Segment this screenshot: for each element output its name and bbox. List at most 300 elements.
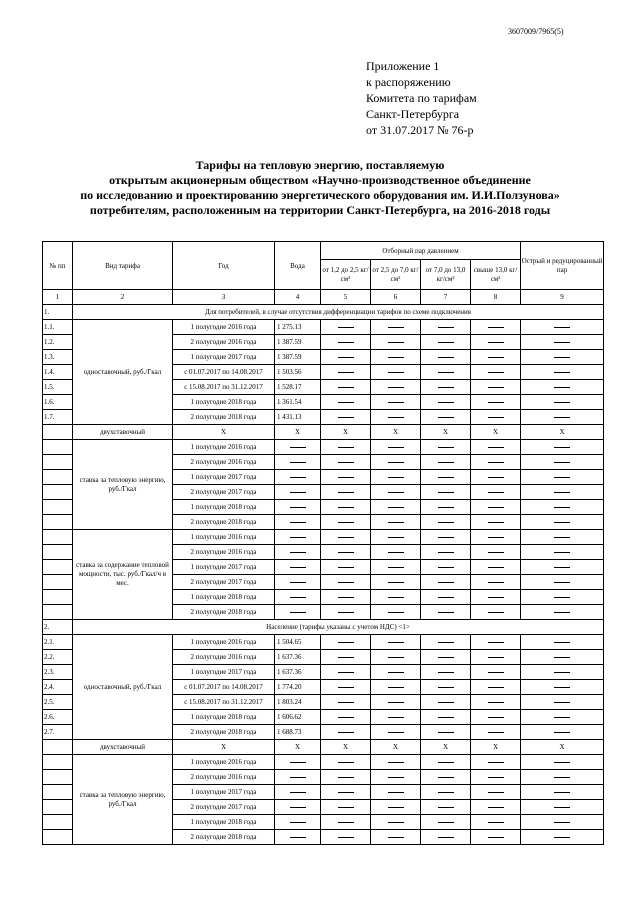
dash-mark <box>290 477 306 478</box>
empty-value-cell <box>321 395 371 410</box>
empty-value-cell <box>521 560 604 575</box>
dash-mark <box>554 552 570 553</box>
x-mark-cell: X <box>421 740 471 755</box>
dash-mark <box>388 732 404 733</box>
empty-value-cell <box>521 590 604 605</box>
dash-mark <box>388 807 404 808</box>
dash-mark <box>488 792 504 793</box>
dash-mark <box>338 327 354 328</box>
water-value-cell: 1 431.13 <box>275 410 321 425</box>
row-number <box>43 515 73 530</box>
empty-value-cell <box>321 560 371 575</box>
empty-value-cell <box>371 785 421 800</box>
dash-mark <box>554 357 570 358</box>
period-cell: 2 полугодие 2018 года <box>173 725 275 740</box>
dash-mark <box>554 582 570 583</box>
empty-value-cell <box>421 785 471 800</box>
period-cell: 2 полугодие 2018 года <box>173 410 275 425</box>
dash-mark <box>388 702 404 703</box>
empty-value-cell <box>275 455 321 470</box>
empty-value-cell <box>275 470 321 485</box>
empty-value-cell <box>421 680 471 695</box>
row-number <box>43 500 73 515</box>
document-number: 3607009/7965(5) <box>508 27 564 36</box>
dash-mark <box>554 327 570 328</box>
appendix-line: Комитета по тарифам <box>366 91 477 105</box>
header-water: Вода <box>275 242 321 290</box>
row-number: 2.2. <box>43 650 73 665</box>
x-mark-cell: X <box>321 740 371 755</box>
dash-mark <box>338 402 354 403</box>
empty-value-cell <box>471 380 521 395</box>
dash-mark <box>554 537 570 538</box>
water-value-cell: 1 504.65 <box>275 635 321 650</box>
dash-mark <box>388 507 404 508</box>
period-cell: 1 полугодие 2018 года <box>173 590 275 605</box>
empty-value-cell <box>321 485 371 500</box>
column-number: 1 <box>43 290 73 305</box>
dash-mark <box>388 762 404 763</box>
empty-value-cell <box>421 485 471 500</box>
period-cell: 1 полугодие 2017 года <box>173 785 275 800</box>
empty-value-cell <box>321 785 371 800</box>
dash-mark <box>554 402 570 403</box>
row-number: 2.5. <box>43 695 73 710</box>
dash-mark <box>488 477 504 478</box>
empty-value-cell <box>421 665 471 680</box>
empty-value-cell <box>421 440 471 455</box>
period-cell: 1 полугодие 2016 года <box>173 440 275 455</box>
empty-value-cell <box>421 560 471 575</box>
dash-mark <box>388 837 404 838</box>
empty-value-cell <box>471 695 521 710</box>
period-cell: с 15.08.2017 по 31.12.2017 <box>173 695 275 710</box>
period-cell: 2 полугодие 2018 года <box>173 605 275 620</box>
dash-mark <box>554 522 570 523</box>
empty-value-cell <box>421 545 471 560</box>
empty-value-cell <box>521 485 604 500</box>
dash-mark <box>338 702 354 703</box>
dash-mark <box>438 492 454 493</box>
empty-value-cell <box>371 485 421 500</box>
empty-value-cell <box>321 350 371 365</box>
column-number: 6 <box>371 290 421 305</box>
two-part-tariff-label: двухставочный <box>73 425 173 440</box>
empty-value-cell <box>521 605 604 620</box>
empty-value-cell <box>275 440 321 455</box>
dash-mark <box>438 357 454 358</box>
period-cell: 2 полугодие 2017 года <box>173 575 275 590</box>
dash-mark <box>388 597 404 598</box>
row-number <box>43 485 73 500</box>
column-number: 5 <box>321 290 371 305</box>
empty-value-cell <box>421 800 471 815</box>
dash-mark <box>388 327 404 328</box>
dash-mark <box>554 387 570 388</box>
dash-mark <box>488 492 504 493</box>
dash-mark <box>554 567 570 568</box>
empty-value-cell <box>421 695 471 710</box>
dash-mark <box>388 342 404 343</box>
empty-value-cell <box>521 575 604 590</box>
dash-mark <box>388 477 404 478</box>
x-mark-cell: X <box>371 740 421 755</box>
period-cell: 2 полугодие 2018 года <box>173 515 275 530</box>
empty-value-cell <box>371 680 421 695</box>
period-cell: 2 полугодие 2016 года <box>173 455 275 470</box>
dash-mark <box>338 342 354 343</box>
dash-mark <box>438 387 454 388</box>
empty-value-cell <box>275 800 321 815</box>
x-mark-cell: X <box>421 425 471 440</box>
empty-value-cell <box>521 815 604 830</box>
row-number <box>43 575 73 590</box>
dash-mark <box>388 417 404 418</box>
document-title <box>40 158 600 218</box>
section-number: 2. <box>43 620 73 635</box>
empty-value-cell <box>371 725 421 740</box>
dash-mark <box>488 537 504 538</box>
empty-value-cell <box>371 695 421 710</box>
dash-mark <box>554 342 570 343</box>
row-number: 1.3. <box>43 350 73 365</box>
dash-mark <box>290 777 306 778</box>
x-mark-cell: X <box>371 425 421 440</box>
table-body <box>43 305 604 845</box>
dash-mark <box>338 807 354 808</box>
empty-value-cell <box>275 515 321 530</box>
appendix-line: Санкт-Петербурга <box>366 107 460 121</box>
empty-value-cell <box>371 470 421 485</box>
dash-mark <box>290 522 306 523</box>
dash-mark <box>338 792 354 793</box>
empty-value-cell <box>471 455 521 470</box>
period-cell: с 01.07.2017 по 14.08.2017 <box>173 365 275 380</box>
table-row <box>43 530 604 545</box>
table-row <box>43 320 604 335</box>
column-number: 2 <box>73 290 173 305</box>
dash-mark <box>438 522 454 523</box>
dash-mark <box>488 687 504 688</box>
section-title: Население (тарифы указаны с учетом НДС) <1> <box>73 620 604 635</box>
period-cell: 2 полугодие 2016 года <box>173 545 275 560</box>
dash-mark <box>554 657 570 658</box>
dash-mark <box>554 507 570 508</box>
period-cell: 1 полугодие 2018 года <box>173 500 275 515</box>
dash-mark <box>438 567 454 568</box>
water-value-cell: 1 361.54 <box>275 395 321 410</box>
empty-value-cell <box>321 635 371 650</box>
dash-mark <box>338 417 354 418</box>
empty-value-cell <box>371 770 421 785</box>
dash-mark <box>438 342 454 343</box>
empty-value-cell <box>371 830 421 845</box>
dash-mark <box>388 612 404 613</box>
dash-mark <box>338 507 354 508</box>
dash-mark <box>438 582 454 583</box>
dash-mark <box>438 837 454 838</box>
row-number <box>43 800 73 815</box>
dash-mark <box>438 372 454 373</box>
empty-value-cell <box>471 320 521 335</box>
empty-value-cell <box>371 710 421 725</box>
empty-value-cell <box>275 785 321 800</box>
dash-mark <box>338 687 354 688</box>
x-mark-cell: X <box>321 425 371 440</box>
period-cell: 2 полугодие 2016 года <box>173 770 275 785</box>
empty-value-cell <box>275 770 321 785</box>
empty-value-cell <box>471 710 521 725</box>
empty-value-cell <box>321 500 371 515</box>
empty-value-cell <box>521 455 604 470</box>
empty-value-cell <box>371 365 421 380</box>
dash-mark <box>488 582 504 583</box>
empty-value-cell <box>371 350 421 365</box>
dash-mark <box>338 537 354 538</box>
energy-rate-label: ставка за тепловую энергию, руб./Гкал <box>73 440 173 530</box>
empty-value-cell <box>321 545 371 560</box>
header-pressure-3: от 7,0 до 13,0 кг/см² <box>421 260 471 290</box>
empty-value-cell <box>521 470 604 485</box>
row-number <box>43 605 73 620</box>
empty-value-cell <box>421 500 471 515</box>
empty-value-cell <box>471 485 521 500</box>
dash-mark <box>388 402 404 403</box>
empty-value-cell <box>321 440 371 455</box>
dash-mark <box>388 552 404 553</box>
empty-value-cell <box>521 410 604 425</box>
empty-value-cell <box>471 440 521 455</box>
period-cell: 1 полугодие 2016 года <box>173 320 275 335</box>
row-number: 1.4. <box>43 365 73 380</box>
dash-mark <box>338 717 354 718</box>
dash-mark <box>554 687 570 688</box>
column-number: 7 <box>421 290 471 305</box>
empty-value-cell <box>371 755 421 770</box>
water-value-cell: 1 688.73 <box>275 725 321 740</box>
period-cell: 1 полугодие 2016 года <box>173 635 275 650</box>
dash-mark <box>488 807 504 808</box>
period-cell: 2 полугодие 2018 года <box>173 830 275 845</box>
period-cell: 2 полугодие 2017 года <box>173 485 275 500</box>
dash-mark <box>388 657 404 658</box>
empty-value-cell <box>321 815 371 830</box>
empty-value-cell <box>521 530 604 545</box>
x-mark-cell: X <box>275 740 321 755</box>
header-year: Год <box>173 242 275 290</box>
empty-value-cell <box>275 545 321 560</box>
empty-value-cell <box>371 455 421 470</box>
dash-mark <box>290 507 306 508</box>
period-cell: 2 полугодие 2016 года <box>173 335 275 350</box>
empty-value-cell <box>275 830 321 845</box>
empty-value-cell <box>521 710 604 725</box>
empty-value-cell <box>521 545 604 560</box>
empty-value-cell <box>371 320 421 335</box>
row-number: 2.7. <box>43 725 73 740</box>
empty-value-cell <box>321 335 371 350</box>
dash-mark <box>488 507 504 508</box>
empty-value-cell <box>521 785 604 800</box>
period-cell: 1 полугодие 2017 года <box>173 560 275 575</box>
dash-mark <box>338 552 354 553</box>
empty-value-cell <box>321 650 371 665</box>
dash-mark <box>338 732 354 733</box>
empty-value-cell <box>371 575 421 590</box>
column-number: 8 <box>471 290 521 305</box>
dash-mark <box>488 672 504 673</box>
empty-value-cell <box>521 650 604 665</box>
water-value-cell: 1 387.59 <box>275 335 321 350</box>
x-mark-cell: X <box>471 740 521 755</box>
table-row <box>43 440 604 455</box>
empty-value-cell <box>371 515 421 530</box>
dash-mark <box>338 522 354 523</box>
dash-mark <box>338 582 354 583</box>
dash-mark <box>290 837 306 838</box>
dash-mark <box>488 327 504 328</box>
dash-mark <box>290 462 306 463</box>
dash-mark <box>488 357 504 358</box>
dash-mark <box>554 642 570 643</box>
empty-value-cell <box>521 440 604 455</box>
empty-value-cell <box>421 815 471 830</box>
section-header-row <box>43 305 604 320</box>
water-value-cell: 1 803.24 <box>275 695 321 710</box>
empty-value-cell <box>275 500 321 515</box>
dash-mark <box>554 762 570 763</box>
empty-value-cell <box>471 575 521 590</box>
header-pressure-1: от 1,2 до 2,5 кг/см² <box>321 260 371 290</box>
empty-value-cell <box>471 635 521 650</box>
empty-value-cell <box>521 770 604 785</box>
row-number <box>43 740 73 755</box>
dash-mark <box>488 342 504 343</box>
dash-mark <box>488 522 504 523</box>
empty-value-cell <box>421 470 471 485</box>
dash-mark <box>488 597 504 598</box>
dash-mark <box>338 492 354 493</box>
dash-mark <box>554 837 570 838</box>
period-cell: 1 полугодие 2016 года <box>173 755 275 770</box>
empty-value-cell <box>421 455 471 470</box>
empty-value-cell <box>321 515 371 530</box>
row-number: 1.7. <box>43 410 73 425</box>
empty-value-cell <box>371 815 421 830</box>
dash-mark <box>438 702 454 703</box>
dash-mark <box>554 702 570 703</box>
empty-value-cell <box>321 755 371 770</box>
column-number: 4 <box>275 290 321 305</box>
dash-mark <box>438 447 454 448</box>
empty-value-cell <box>371 500 421 515</box>
row-number <box>43 455 73 470</box>
water-value-cell: 1 637.36 <box>275 650 321 665</box>
dash-mark <box>554 372 570 373</box>
dash-mark <box>438 687 454 688</box>
dash-mark <box>554 777 570 778</box>
x-mark-cell: X <box>275 425 321 440</box>
dash-mark <box>438 402 454 403</box>
empty-value-cell <box>371 530 421 545</box>
dash-mark <box>438 552 454 553</box>
dash-mark <box>488 657 504 658</box>
dash-mark <box>388 717 404 718</box>
dash-mark <box>554 672 570 673</box>
dash-mark <box>488 702 504 703</box>
empty-value-cell <box>471 350 521 365</box>
water-value-cell: 1 606.62 <box>275 710 321 725</box>
empty-value-cell <box>275 815 321 830</box>
empty-value-cell <box>321 830 371 845</box>
dash-mark <box>488 732 504 733</box>
dash-mark <box>338 567 354 568</box>
x-mark-cell: X <box>471 425 521 440</box>
water-value-cell: 1 637.36 <box>275 665 321 680</box>
empty-value-cell <box>521 380 604 395</box>
appendix-line: к распоряжению <box>366 75 451 89</box>
dash-mark <box>388 567 404 568</box>
dash-mark <box>438 612 454 613</box>
dash-mark <box>554 492 570 493</box>
empty-value-cell <box>371 800 421 815</box>
empty-value-cell <box>421 365 471 380</box>
dash-mark <box>338 387 354 388</box>
dash-mark <box>438 462 454 463</box>
dash-mark <box>290 582 306 583</box>
dash-mark <box>488 402 504 403</box>
empty-value-cell <box>521 755 604 770</box>
dash-mark <box>438 777 454 778</box>
empty-value-cell <box>521 350 604 365</box>
dash-mark <box>388 792 404 793</box>
empty-value-cell <box>421 515 471 530</box>
dash-mark <box>388 372 404 373</box>
dash-mark <box>488 762 504 763</box>
row-number: 1.6. <box>43 395 73 410</box>
dash-mark <box>338 762 354 763</box>
row-number <box>43 470 73 485</box>
x-mark-cell: X <box>521 425 604 440</box>
empty-value-cell <box>321 455 371 470</box>
row-number <box>43 530 73 545</box>
empty-value-cell <box>421 635 471 650</box>
one-part-tariff-label: одноставочный, руб./Гкал <box>73 635 173 740</box>
water-value-cell: 1 503.56 <box>275 365 321 380</box>
dash-mark <box>488 822 504 823</box>
dash-mark <box>290 807 306 808</box>
dash-mark <box>438 642 454 643</box>
empty-value-cell <box>321 320 371 335</box>
dash-mark <box>438 717 454 718</box>
water-value-cell: 1 774.20 <box>275 680 321 695</box>
x-mark-cell: X <box>173 425 275 440</box>
empty-value-cell <box>521 680 604 695</box>
dash-mark <box>290 567 306 568</box>
dash-mark <box>338 672 354 673</box>
period-cell: 1 полугодие 2018 года <box>173 395 275 410</box>
dash-mark <box>554 447 570 448</box>
empty-value-cell <box>421 725 471 740</box>
empty-value-cell <box>471 830 521 845</box>
dash-mark <box>338 642 354 643</box>
section-title: Для потребителей, в случае отсутствия дифференциации тарифов по схеме подключения <box>73 305 604 320</box>
dash-mark <box>388 672 404 673</box>
empty-value-cell <box>421 335 471 350</box>
empty-value-cell <box>371 590 421 605</box>
dash-mark <box>290 537 306 538</box>
dash-mark <box>388 822 404 823</box>
